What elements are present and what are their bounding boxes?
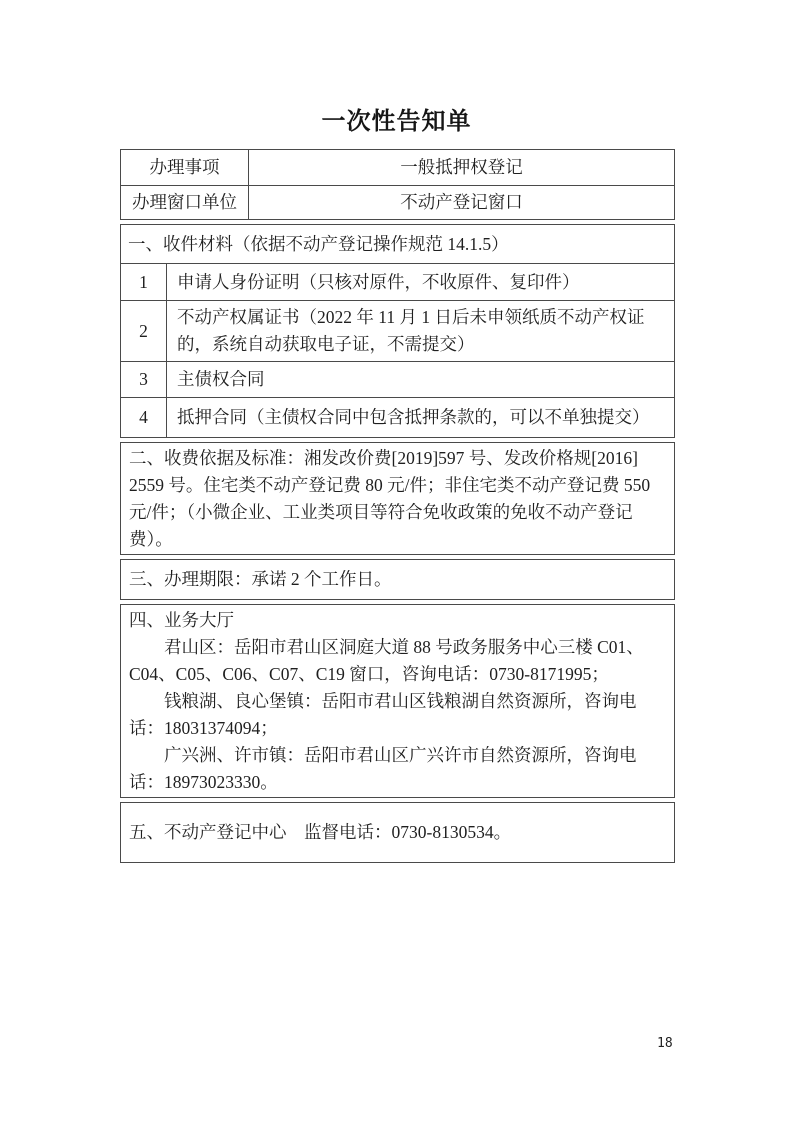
table-row [121,150,675,186]
matter-label: 办理事项 [121,150,249,186]
service-hall-section: 四、业务大厅 君山区：岳阳市君山区洞庭大道 88 号政务服务中心三楼 C01、 C04、C05、C06、C07、C19 窗口，咨询电话：0730-8171995； 钱粮湖、良心堡镇：岳阳市君山区钱粮湖自然资源所，咨询电 话：18031374094； 广兴洲、许市镇：岳阳市君山区广兴许市自然资源所，咨询电 话：18973023330。 [120,604,675,798]
materials-section-header: 一、收件材料（依据不动产登记操作规范 14.1.5） [121,225,675,264]
table-row [121,225,675,264]
materials-table [120,224,675,438]
deadline-section: 三、办理期限：承诺 2 个工作日。 [120,559,675,600]
material-text: 申请人身份证明（只核对原件，不收原件、复印件） [167,264,675,301]
material-number: 3 [121,362,167,398]
material-text: 主债权合同 [167,362,675,398]
material-text: 抵押合同（主债权合同中包含抵押条款的，可以不单独提交） [167,398,675,438]
window-unit-label: 办理窗口单位 [121,186,249,220]
registration-center-section: 五、不动产登记中心 监督电话：0730-8130534。 [120,802,675,863]
material-number: 1 [121,264,167,301]
info-table [120,149,675,220]
material-number: 2 [121,301,167,362]
material-text: 不动产权属证书（2022 年 11 月 1 日后未申领纸质不动产权证的，系统自动获取电子证，不需提交） [167,301,675,362]
table-row [121,398,675,438]
table-row [121,186,675,220]
page-number: 18 [657,1036,673,1051]
material-number: 4 [121,398,167,438]
table-row [121,362,675,398]
matter-value: 一般抵押权登记 [249,150,675,186]
document-body [120,149,675,867]
window-unit-value: 不动产登记窗口 [249,186,675,220]
table-row [121,301,675,362]
page-title: 一次性告知单 [321,108,472,135]
table-row [121,264,675,301]
fees-section: 二、收费依据及标准：湘发改价费[2019]597 号、发改价格规[2016] 2559 号。住宅类不动产登记费 80 元/件；非住宅类不动产登记费 550 元/件；（小微企业、工业类项目等符合免收政策的免收不动产登记 费）。 [120,442,675,555]
